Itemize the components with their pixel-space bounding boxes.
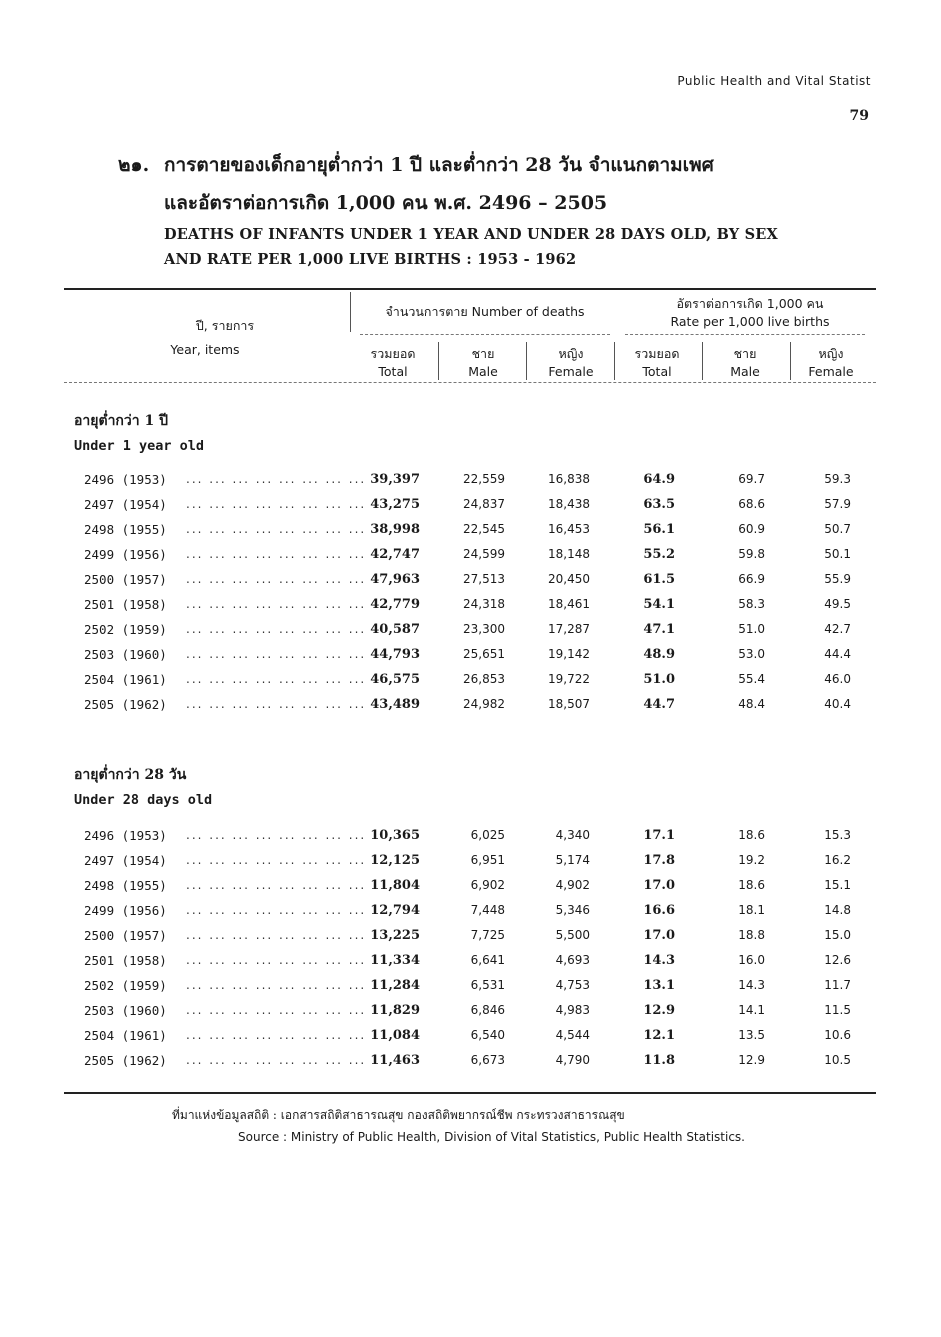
cell-deaths-total: 39,397 <box>370 472 420 487</box>
cell-deaths-female: 4,544 <box>555 1028 590 1042</box>
cell-deaths-female: 18,148 <box>548 547 590 561</box>
cell-rate-total: 51.0 <box>643 672 675 687</box>
running-header: Public Health and Vital Statist <box>677 74 871 88</box>
cell-deaths-female: 20,450 <box>548 572 590 586</box>
cell-deaths-female: 16,838 <box>548 472 590 486</box>
row-year: 2502 (1959) <box>84 978 167 993</box>
cell-rate-male: 66.9 <box>738 572 765 586</box>
cell-deaths-male: 24,982 <box>463 697 505 711</box>
header-rate-group-th: อัตราต่อการเกิด 1,000 คน <box>676 296 824 311</box>
row-year: 2503 (1960) <box>84 647 167 662</box>
cell-rate-female: 14.8 <box>824 903 851 917</box>
header-female-en: Female <box>548 364 594 379</box>
table-row <box>0 547 941 569</box>
cell-rate-male: 53.0 <box>738 647 765 661</box>
table-row <box>0 622 941 644</box>
cell-deaths-female: 4,790 <box>555 1053 590 1067</box>
cell-deaths-male: 25,651 <box>463 647 505 661</box>
header-rate-total-en: Total <box>642 364 672 379</box>
cell-rate-female: 46.0 <box>824 672 851 686</box>
table-row <box>0 878 941 900</box>
col-divider <box>438 342 439 380</box>
cell-deaths-male: 6,531 <box>470 978 505 992</box>
cell-deaths-male: 22,545 <box>463 522 505 536</box>
table-row <box>0 1028 941 1050</box>
row-year: 2505 (1962) <box>84 697 167 712</box>
cell-rate-female: 59.3 <box>824 472 851 486</box>
cell-rate-total: 54.1 <box>643 597 675 612</box>
section-label-en: Under 28 days old <box>74 792 213 808</box>
cell-deaths-total: 11,463 <box>370 1053 420 1068</box>
cell-deaths-female: 17,287 <box>548 622 590 636</box>
cell-deaths-male: 6,673 <box>470 1053 505 1067</box>
leader-dots: ... ... ... ... ... ... ... ... <box>186 1053 367 1067</box>
cell-rate-total: 64.9 <box>643 472 675 487</box>
cell-rate-female: 57.9 <box>824 497 851 511</box>
page-number: 79 <box>849 108 869 124</box>
cell-rate-male: 18.8 <box>738 928 765 942</box>
cell-rate-female: 49.5 <box>824 597 851 611</box>
leader-dots: ... ... ... ... ... ... ... ... <box>186 853 367 867</box>
header-rate-male-en: Male <box>730 364 760 379</box>
cell-rate-female: 42.7 <box>824 622 851 636</box>
cell-deaths-total: 38,998 <box>370 522 420 537</box>
table-row <box>0 928 941 950</box>
title-thai-line-1: ๒๑. การตายของเด็กอายุต่ำกว่า 1 ปี และต่ำกว่า 28 วัน จำแนกตามเพศ <box>118 150 878 180</box>
leader-dots: ... ... ... ... ... ... ... ... <box>186 572 367 586</box>
cell-rate-female: 12.6 <box>824 953 851 967</box>
header-rate-female-en: Female <box>808 364 854 379</box>
leader-dots: ... ... ... ... ... ... ... ... <box>186 472 367 486</box>
row-year: 2500 (1957) <box>84 572 167 587</box>
cell-rate-total: 12.9 <box>643 1003 675 1018</box>
cell-rate-total: 16.6 <box>643 903 675 918</box>
cell-deaths-total: 42,779 <box>370 597 420 612</box>
cell-rate-female: 50.7 <box>824 522 851 536</box>
header-male-en: Male <box>468 364 498 379</box>
cell-deaths-male: 24,599 <box>463 547 505 561</box>
col-divider <box>790 342 791 380</box>
cell-rate-female: 15.0 <box>824 928 851 942</box>
cell-rate-total: 17.0 <box>643 878 675 893</box>
leader-dots: ... ... ... ... ... ... ... ... <box>186 953 367 967</box>
cell-rate-male: 12.9 <box>738 1053 765 1067</box>
header-total-th: รวมยอด <box>370 346 416 361</box>
cell-rate-male: 58.3 <box>738 597 765 611</box>
row-year: 2501 (1958) <box>84 597 167 612</box>
row-year: 2496 (1953) <box>84 828 167 843</box>
leader-dots: ... ... ... ... ... ... ... ... <box>186 903 367 917</box>
leader-dots: ... ... ... ... ... ... ... ... <box>186 978 367 992</box>
row-year: 2501 (1958) <box>84 953 167 968</box>
cell-rate-male: 16.0 <box>738 953 765 967</box>
header-rate-female-th: หญิง <box>818 346 844 361</box>
leader-dots: ... ... ... ... ... ... ... ... <box>186 928 367 942</box>
table-row <box>0 903 941 925</box>
cell-deaths-male: 6,540 <box>470 1028 505 1042</box>
cell-deaths-total: 43,275 <box>370 497 420 512</box>
leader-dots: ... ... ... ... ... ... ... ... <box>186 597 367 611</box>
cell-rate-male: 18.6 <box>738 878 765 892</box>
cell-rate-male: 69.7 <box>738 472 765 486</box>
leader-dots: ... ... ... ... ... ... ... ... <box>186 697 367 711</box>
source-thai: ที่มาแห่งข้อมูลสถิติ : เอกสารสถิติสาธารณสุข กองสถิติพยากรณ์ชีพ กระทรวงสาธารณสุข <box>172 1108 625 1122</box>
cell-deaths-male: 6,641 <box>470 953 505 967</box>
table-bottom-rule <box>64 1092 876 1094</box>
cell-deaths-female: 5,174 <box>555 853 590 867</box>
cell-rate-total: 17.1 <box>643 828 675 843</box>
leader-dots: ... ... ... ... ... ... ... ... <box>186 647 367 661</box>
cell-deaths-female: 18,438 <box>548 497 590 511</box>
cell-deaths-male: 24,318 <box>463 597 505 611</box>
cell-rate-total: 11.8 <box>643 1053 675 1068</box>
cell-deaths-male: 23,300 <box>463 622 505 636</box>
cell-rate-female: 50.1 <box>824 547 851 561</box>
table-row <box>0 672 941 694</box>
cell-deaths-male: 27,513 <box>463 572 505 586</box>
table-row <box>0 472 941 494</box>
cell-rate-female: 11.7 <box>824 978 851 992</box>
header-rate-total-th: รวมยอด <box>634 346 680 361</box>
section-label-en: Under 1 year old <box>74 438 205 454</box>
table-row <box>0 647 941 669</box>
cell-rate-total: 61.5 <box>643 572 675 587</box>
cell-rate-male: 14.1 <box>738 1003 765 1017</box>
cell-deaths-male: 6,951 <box>470 853 505 867</box>
cell-rate-male: 60.9 <box>738 522 765 536</box>
cell-deaths-male: 7,725 <box>470 928 505 942</box>
table-row <box>0 1053 941 1075</box>
col-divider <box>614 342 615 380</box>
row-year: 2502 (1959) <box>84 622 167 637</box>
cell-rate-male: 48.4 <box>738 697 765 711</box>
table-row <box>0 697 941 719</box>
cell-rate-total: 56.1 <box>643 522 675 537</box>
cell-deaths-female: 5,500 <box>555 928 590 942</box>
cell-deaths-female: 18,461 <box>548 597 590 611</box>
cell-rate-female: 16.2 <box>824 853 851 867</box>
header-rate-male-th: ชาย <box>733 346 757 361</box>
title-english-line-1: DEATHS OF INFANTS UNDER 1 YEAR AND UNDER 28 DAYS OLD, BY SEX <box>164 226 778 243</box>
cell-deaths-female: 16,453 <box>548 522 590 536</box>
row-year: 2503 (1960) <box>84 1003 167 1018</box>
header-rate-group-en: Rate per 1,000 live births <box>670 314 830 329</box>
header-year-th: ปี, รายการ <box>195 318 255 333</box>
leader-dots: ... ... ... ... ... ... ... ... <box>186 1028 367 1042</box>
cell-deaths-total: 13,225 <box>370 928 420 943</box>
cell-deaths-male: 22,559 <box>463 472 505 486</box>
cell-deaths-female: 4,693 <box>555 953 590 967</box>
cell-rate-female: 10.6 <box>824 1028 851 1042</box>
cell-rate-female: 11.5 <box>824 1003 851 1017</box>
cell-deaths-female: 18,507 <box>548 697 590 711</box>
cell-deaths-total: 42,747 <box>370 547 420 562</box>
cell-deaths-male: 26,853 <box>463 672 505 686</box>
cell-rate-total: 48.9 <box>643 647 675 662</box>
table-title <box>118 150 878 268</box>
table-row <box>0 597 941 619</box>
leader-dots: ... ... ... ... ... ... ... ... <box>186 878 367 892</box>
cell-deaths-male: 6,902 <box>470 878 505 892</box>
cell-rate-male: 55.4 <box>738 672 765 686</box>
cell-rate-male: 14.3 <box>738 978 765 992</box>
cell-deaths-total: 11,829 <box>370 1003 420 1018</box>
cell-rate-total: 12.1 <box>643 1028 675 1043</box>
cell-deaths-total: 11,334 <box>370 953 420 968</box>
table-row <box>0 497 941 519</box>
header-male-th: ชาย <box>471 346 495 361</box>
section-label-th: อายุต่ำกว่า 1 ปี <box>74 413 169 429</box>
cell-deaths-total: 11,284 <box>370 978 420 993</box>
cell-deaths-total: 40,587 <box>370 622 420 637</box>
cell-deaths-male: 6,025 <box>470 828 505 842</box>
cell-deaths-total: 10,365 <box>370 828 420 843</box>
row-year: 2504 (1961) <box>84 1028 167 1043</box>
leader-dots: ... ... ... ... ... ... ... ... <box>186 672 367 686</box>
row-year: 2499 (1956) <box>84 903 167 918</box>
cell-rate-male: 13.5 <box>738 1028 765 1042</box>
source-english: Source : Ministry of Public Health, Division of Vital Statistics, Public Health Statistics. <box>238 1130 745 1144</box>
cell-rate-female: 15.3 <box>824 828 851 842</box>
leader-dots: ... ... ... ... ... ... ... ... <box>186 622 367 636</box>
table-row <box>0 953 941 975</box>
cell-deaths-total: 11,804 <box>370 878 420 893</box>
row-year: 2497 (1954) <box>84 853 167 868</box>
section-under-1-year <box>74 410 204 454</box>
cell-deaths-male: 6,846 <box>470 1003 505 1017</box>
cell-deaths-total: 12,125 <box>370 853 420 868</box>
cell-rate-total: 17.0 <box>643 928 675 943</box>
cell-rate-total: 14.3 <box>643 953 675 968</box>
cell-deaths-total: 11,084 <box>370 1028 420 1043</box>
cell-rate-total: 55.2 <box>643 547 675 562</box>
cell-deaths-female: 19,722 <box>548 672 590 686</box>
cell-rate-male: 19.2 <box>738 853 765 867</box>
title-thai-line-2: และอัตราต่อการเกิด 1,000 คน พ.ศ. 2496 – 2505 <box>164 192 608 214</box>
leader-dots: ... ... ... ... ... ... ... ... <box>186 497 367 511</box>
row-year: 2505 (1962) <box>84 1053 167 1068</box>
leader-dots: ... ... ... ... ... ... ... ... <box>186 522 367 536</box>
cell-rate-male: 18.1 <box>738 903 765 917</box>
table-row <box>0 978 941 1000</box>
table-row <box>0 1003 941 1025</box>
header-group-underline-deaths <box>360 334 610 335</box>
cell-deaths-female: 4,340 <box>555 828 590 842</box>
table-row <box>0 853 941 875</box>
cell-deaths-female: 5,346 <box>555 903 590 917</box>
cell-rate-total: 17.8 <box>643 853 675 868</box>
cell-rate-male: 51.0 <box>738 622 765 636</box>
cell-rate-female: 55.9 <box>824 572 851 586</box>
cell-deaths-female: 4,983 <box>555 1003 590 1017</box>
cell-rate-male: 68.6 <box>738 497 765 511</box>
col-divider <box>526 342 527 380</box>
leader-dots: ... ... ... ... ... ... ... ... <box>186 828 367 842</box>
header-divider <box>350 292 351 332</box>
cell-rate-male: 18.6 <box>738 828 765 842</box>
cell-deaths-total: 46,575 <box>370 672 420 687</box>
header-total-en: Total <box>378 364 408 379</box>
table-top-rule <box>64 288 876 290</box>
cell-rate-male: 59.8 <box>738 547 765 561</box>
section-under-28-days <box>74 764 212 808</box>
header-year-en: Year, items <box>170 342 240 357</box>
cell-deaths-female: 4,902 <box>555 878 590 892</box>
row-year: 2496 (1953) <box>84 472 167 487</box>
cell-rate-female: 15.1 <box>824 878 851 892</box>
row-year: 2498 (1955) <box>84 522 167 537</box>
row-year: 2500 (1957) <box>84 928 167 943</box>
table-row <box>0 572 941 594</box>
header-female-th: หญิง <box>558 346 584 361</box>
leader-dots: ... ... ... ... ... ... ... ... <box>186 547 367 561</box>
row-year: 2504 (1961) <box>84 672 167 687</box>
cell-rate-female: 40.4 <box>824 697 851 711</box>
cell-deaths-total: 47,963 <box>370 572 420 587</box>
cell-deaths-total: 12,794 <box>370 903 420 918</box>
cell-deaths-total: 44,793 <box>370 647 420 662</box>
cell-rate-female: 44.4 <box>824 647 851 661</box>
cell-deaths-male: 7,448 <box>470 903 505 917</box>
cell-rate-female: 10.5 <box>824 1053 851 1067</box>
header-group-underline-rate <box>625 334 865 335</box>
cell-rate-total: 63.5 <box>643 497 675 512</box>
cell-deaths-female: 4,753 <box>555 978 590 992</box>
table-row <box>0 828 941 850</box>
cell-rate-total: 44.7 <box>643 697 675 712</box>
cell-deaths-male: 24,837 <box>463 497 505 511</box>
cell-rate-total: 13.1 <box>643 978 675 993</box>
leader-dots: ... ... ... ... ... ... ... ... <box>186 1003 367 1017</box>
table-row <box>0 522 941 544</box>
row-year: 2499 (1956) <box>84 547 167 562</box>
header-deaths-group: จำนวนการตาย Number of deaths <box>385 304 585 319</box>
section-label-th: อายุต่ำกว่า 28 วัน <box>74 767 187 783</box>
title-english-line-2: AND RATE PER 1,000 LIVE BIRTHS : 1953 - 1962 <box>164 251 577 268</box>
row-year: 2498 (1955) <box>84 878 167 893</box>
header-bottom-rule <box>64 382 876 383</box>
cell-rate-total: 47.1 <box>643 622 675 637</box>
cell-deaths-total: 43,489 <box>370 697 420 712</box>
cell-deaths-female: 19,142 <box>548 647 590 661</box>
table-number: ๒๑. <box>118 154 150 176</box>
col-divider <box>702 342 703 380</box>
row-year: 2497 (1954) <box>84 497 167 512</box>
